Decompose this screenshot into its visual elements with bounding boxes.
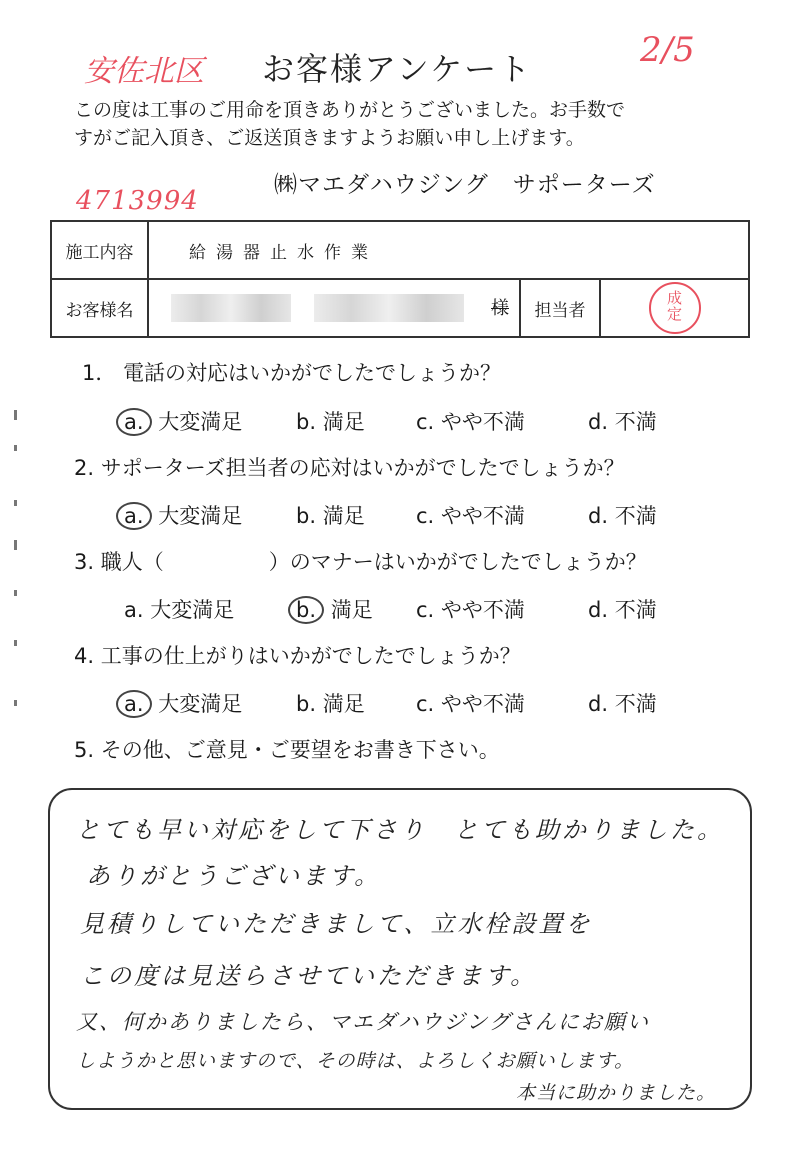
honorific: 様: [491, 298, 509, 319]
q3-option-a[interactable]: [124, 594, 234, 624]
q4-option-b-text: 満足: [322, 692, 365, 716]
q1-option-c[interactable]: [416, 406, 525, 436]
info-table: [50, 220, 750, 338]
q2-option-a[interactable]: [124, 500, 242, 530]
q1-option-b-text: 満足: [322, 410, 365, 434]
q2-option-d-letter: d.: [588, 504, 609, 528]
q4-option-a[interactable]: [124, 688, 242, 718]
q4-option-d[interactable]: [588, 688, 657, 718]
q2-option-b-text: 満足: [322, 504, 365, 528]
question-3-number: 3.: [74, 550, 95, 574]
work-value: 給湯器止水作業: [148, 221, 749, 279]
question-1-text: 電話の対応はいかがでしたでしょうか？: [123, 361, 502, 385]
q4-option-b-letter: b.: [296, 692, 317, 716]
scan-mark: [14, 410, 17, 420]
question-1-number: 1．: [82, 361, 117, 385]
q3-option-a-text: 大変満足: [150, 598, 235, 622]
q2-option-c-text: やや不満: [440, 504, 525, 528]
q4-option-d-text: 不満: [614, 692, 657, 716]
q1-option-a-letter: a.: [116, 408, 152, 436]
page-fraction: 2/5: [640, 30, 695, 70]
q2-option-b-letter: b.: [296, 504, 317, 528]
question-1: [82, 357, 501, 387]
question-4-number: 4.: [74, 644, 95, 668]
redacted-name-2: [314, 294, 464, 322]
q2-option-c-letter: c.: [416, 504, 435, 528]
q3-option-d[interactable]: [588, 594, 657, 624]
question-2-options: [124, 500, 786, 530]
work-label: 施工内容: [51, 221, 148, 279]
scan-mark: [14, 700, 17, 706]
question-4-text: 工事の仕上がりはいかがでしたでしょうか？: [100, 644, 521, 668]
q3-option-b[interactable]: [296, 594, 373, 624]
question-4-options: [124, 688, 786, 718]
q3-option-c-letter: c.: [416, 598, 435, 622]
intro-text: [74, 96, 774, 152]
q1-option-d[interactable]: [588, 406, 657, 436]
customer-id: 4713994: [76, 186, 199, 216]
q1-option-a-text: 大変満足: [158, 410, 243, 434]
q4-option-c[interactable]: [416, 688, 525, 718]
comment-line-6: しようかと思いますので、その時は、よろしくお願いします。: [76, 1050, 635, 1072]
q3-option-c-text: やや不満: [440, 598, 525, 622]
q2-option-d-text: 不満: [614, 504, 657, 528]
comment-line-1: とても早い対応をして下さり とても助かりました。: [76, 816, 724, 844]
staff-stamp: [649, 282, 701, 334]
scan-mark: [14, 445, 17, 451]
question-2-text: サポーターズ担当者の応対はいかがでしたでしょうか？: [100, 456, 625, 480]
intro-line-2: すがご記入頂き、ご返送頂きますようお願い申し上げます。: [74, 127, 585, 149]
customer-label: お客様名: [51, 279, 148, 337]
q4-option-a-text: 大変満足: [158, 692, 243, 716]
question-4: [74, 640, 521, 670]
comment-line-4: この度は見送らさせていただきます。: [80, 962, 538, 990]
scan-mark: [14, 500, 17, 506]
stamp-line-2: 定: [666, 305, 682, 323]
question-2: [74, 452, 625, 482]
q1-option-a[interactable]: [124, 406, 242, 436]
question-1-options: [124, 406, 786, 436]
q3-option-d-text: 不満: [614, 598, 657, 622]
q1-option-d-text: 不満: [614, 410, 657, 434]
area-note: 安佐北区: [84, 54, 204, 89]
q2-option-d[interactable]: [588, 500, 657, 530]
q3-option-c[interactable]: [416, 594, 525, 624]
q1-option-b[interactable]: [296, 406, 365, 436]
question-2-number: 2.: [74, 456, 95, 480]
comment-line-2: ありがとうございます。: [86, 862, 382, 890]
question-3-options: [124, 594, 786, 624]
page-title: お客様アンケート: [262, 50, 533, 88]
q4-option-c-letter: c.: [416, 692, 435, 716]
q4-option-b[interactable]: [296, 688, 365, 718]
comment-line-3: 見積りしていただきまして、立水栓設置を: [80, 910, 593, 938]
customer-row: [51, 279, 749, 337]
comment-line-5: 又、何かありましたら、マエダハウジングさんにお願い: [76, 1010, 650, 1034]
q3-option-b-letter: b.: [288, 596, 324, 624]
question-3-text: 職人（ ）のマナーはいかがでしたでしょうか？: [100, 550, 647, 574]
comment-line-7: 本当に助かりました。: [516, 1082, 717, 1104]
scan-mark: [14, 590, 17, 596]
q1-option-d-letter: d.: [588, 410, 609, 434]
staff-label: 担当者: [520, 279, 600, 337]
q2-option-c[interactable]: [416, 500, 525, 530]
q4-option-d-letter: d.: [588, 692, 609, 716]
scan-mark: [14, 540, 17, 550]
q2-option-a-text: 大変満足: [158, 504, 243, 528]
q3-option-b-text: 満足: [330, 598, 373, 622]
q2-option-b[interactable]: [296, 500, 365, 530]
intro-line-1: この度は工事のご用命を頂きありがとうございました。お手数で: [74, 99, 626, 121]
staff-stamp-cell: [600, 279, 749, 337]
q4-option-c-text: やや不満: [440, 692, 525, 716]
q3-option-a-letter: a.: [124, 598, 144, 622]
stamp-line-1: 成: [666, 289, 682, 307]
question-5-text: その他、ご意見・ご要望をお書き下さい。: [100, 738, 500, 762]
q2-option-a-letter: a.: [116, 502, 152, 530]
redacted-name-1: [171, 294, 291, 322]
q1-option-c-letter: c.: [416, 410, 435, 434]
work-row: [51, 221, 749, 279]
q1-option-b-letter: b.: [296, 410, 317, 434]
q4-option-a-letter: a.: [116, 690, 152, 718]
q3-option-d-letter: d.: [588, 598, 609, 622]
q1-option-c-text: やや不満: [440, 410, 525, 434]
question-3: [74, 546, 647, 576]
scan-mark: [14, 640, 17, 646]
customer-name-cell: [148, 279, 520, 337]
question-5-number: 5.: [74, 738, 95, 762]
question-5: [74, 734, 500, 764]
company-name: ㈱マエダハウジング サポーターズ: [274, 172, 656, 198]
